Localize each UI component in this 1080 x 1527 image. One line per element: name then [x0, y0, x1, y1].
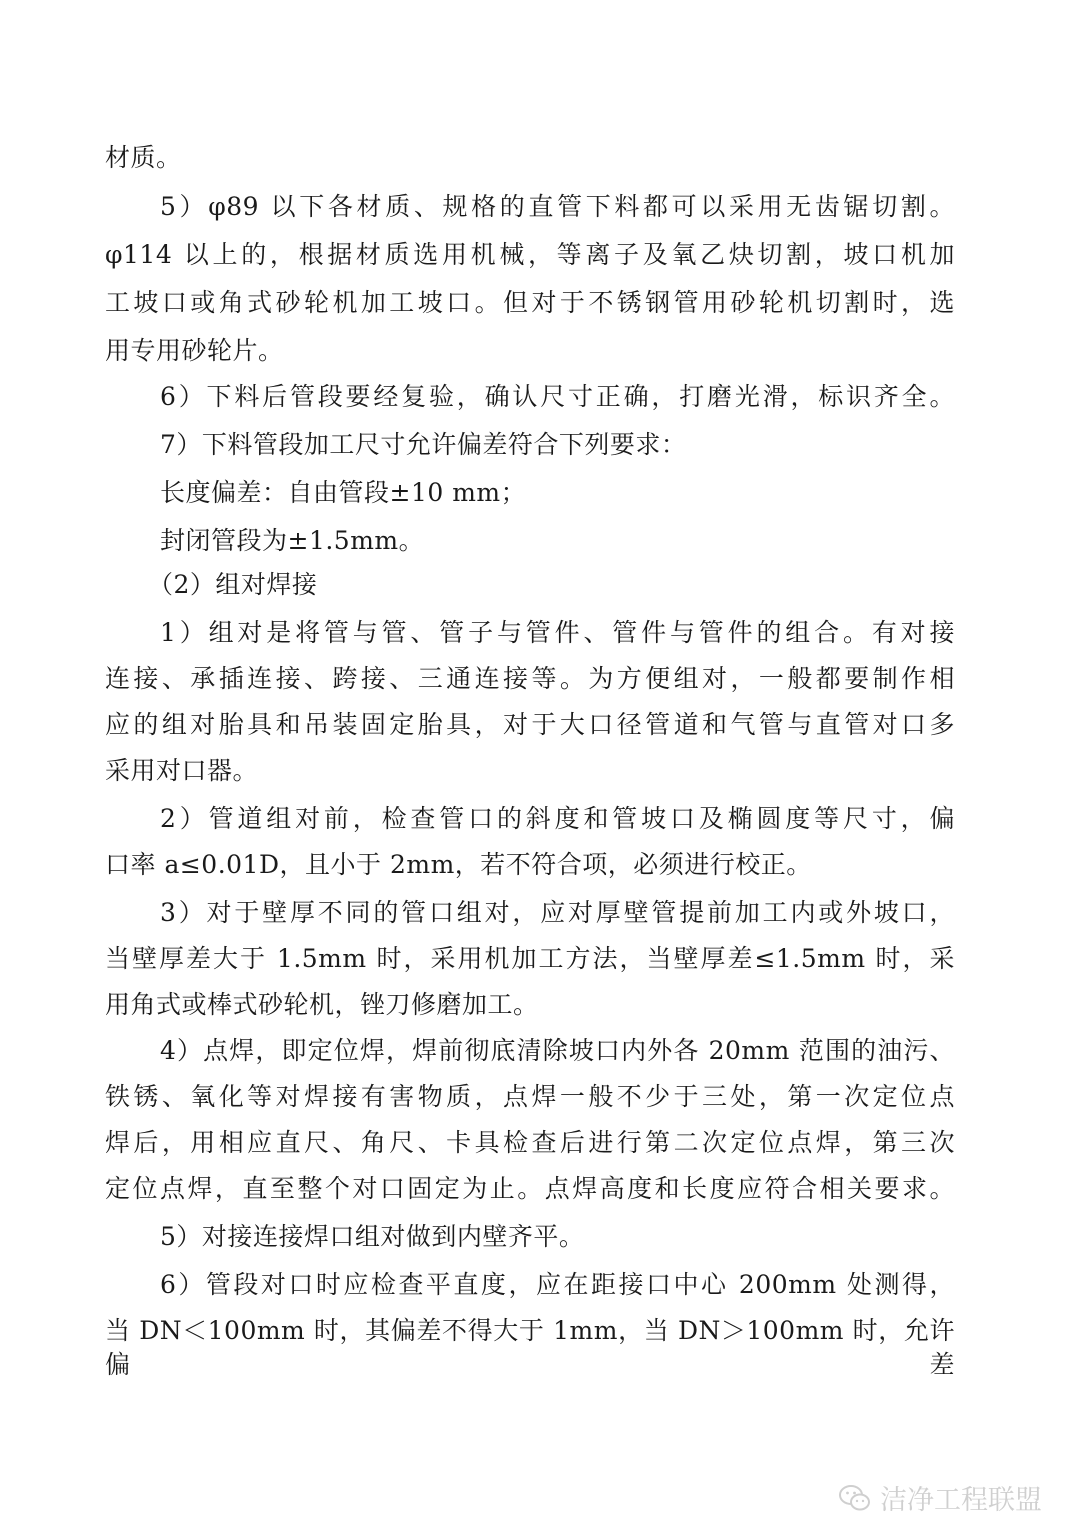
text-line: 7）下料管段加工尺寸允许偏差符合下列要求： [160, 430, 687, 459]
text-line: 6）管段对口时应检查平直度，应在距接口中心 200mm 处测得， [160, 1270, 955, 1299]
text-line: 4）点焊，即定位焊，焊前彻底清除坡口内外各 20mm 范围的油污、 [160, 1036, 955, 1065]
wechat-icon [838, 1483, 872, 1513]
text-line: 焊后，用相应直尺、角尺、卡具检查后进行第二次定位点焊，第三次 [105, 1128, 955, 1157]
text-line: 5）对接连接焊口组对做到内壁齐平。 [160, 1222, 585, 1251]
text-line: 2）管道组对前，检查管口的斜度和管坡口及椭圆度等尺寸，偏 [160, 804, 955, 833]
text-line: 6）下料后管段要经复验，确认尺寸正确，打磨光滑，标识齐全。 [160, 382, 955, 411]
text-line: 1）组对是将管与管、管子与管件、管件与管件的组合。有对接 [160, 618, 955, 647]
text-line: 当壁厚差大于 1.5mm 时，采用机加工方法，当壁厚差≤1.5mm 时，采 [105, 944, 955, 973]
text-line: 应的组对胎具和吊装固定胎具，对于大口径管道和气管与直管对口多 [105, 710, 955, 739]
text-line: 3）对于壁厚不同的管口组对，应对厚壁管提前加工内或外坡口， [160, 898, 955, 927]
text-line: 口率 a≤0.01D，且小于 2mm，若不符合项，必须进行校正。 [105, 850, 812, 879]
text-line: 采用对口器。 [105, 756, 259, 785]
text-line: 用角式或棒式砂轮机，锉刀修磨加工。 [105, 990, 539, 1019]
text-line: 封闭管段为±1.5mm。 [160, 526, 425, 555]
watermark-text: 洁净工程联盟 [880, 1485, 1042, 1516]
text-line: 定位点焊，直至整个对口固定为止。点焊高度和长度应符合相关要求。 [105, 1174, 955, 1203]
text-line: 工坡口或角式砂轮机加工坡口。但对于不锈钢管用砂轮机切割时，选 [105, 288, 955, 317]
text-line: 当 DN＜100mm 时，其偏差不得大于 1mm，当 DN＞100mm 时，允许偏差 [105, 1316, 955, 1379]
section-heading: （2）组对焊接 [148, 570, 318, 599]
text-line: 用专用砂轮片。 [105, 336, 284, 365]
text-line: 长度偏差：自由管段±10 mm； [160, 478, 527, 507]
text-line: φ114 以上的，根据材质选用机械，等离子及氧乙炔切割，坡口机加 [105, 240, 955, 269]
text-line: 材质。 [105, 143, 182, 172]
text-line: 连接、承插连接、跨接、三通连接等。为方便组对，一般都要制作相 [105, 664, 955, 693]
watermark [838, 1478, 1042, 1517]
text-line: 5）φ89 以下各材质、规格的直管下料都可以采用无齿锯切割。 [160, 192, 955, 221]
text-line: 铁锈、氧化等对焊接有害物质，点焊一般不少于三处，第一次定位点 [105, 1082, 955, 1111]
